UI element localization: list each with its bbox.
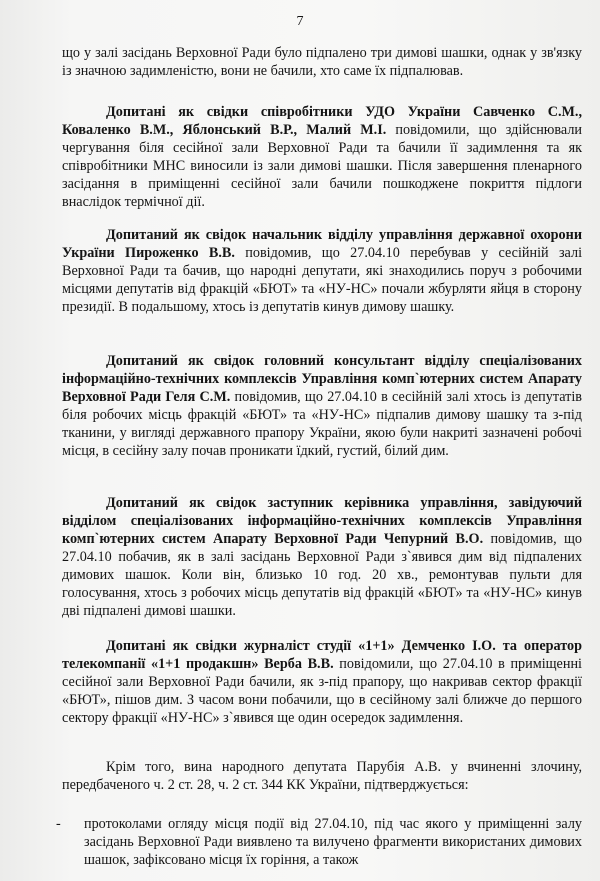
paragraph-evidence-intro xyxy=(62,758,582,794)
paragraph-text: повідомив, що 27.04.10 в сесійній залі хтось із депутатів біля робочих місць фракцій «БЮТ» та «НУ-НС» підпалив димову шашку та з-під тканини, у вигляді державного прапору України, якою були накриті зазначені робочі місця, в сесійну залу почав проникати їдкий, густий, білий дим. xyxy=(62,389,582,459)
paragraph-witness-pyrozhenko xyxy=(62,226,582,316)
paragraph-bold-lead: Допитаний як свідок начальник відділу управління державної охорони України Пироженко В.В. xyxy=(62,227,582,261)
paragraph-bold-lead: Допитаний як свідок заступник керівника управління, завідуючий відділом спеціалізованих інформаційно-технічних комплексів Управління комп`ютерних систем Апарату Верховної Ради Чепурний В.О. xyxy=(62,495,582,547)
list-bullet: - xyxy=(56,816,61,832)
paragraph-bold-lead: Допитаний як свідок головний консультант відділу спеціалізованих інформаційно-технічних комплексів Управління комп`ютерних систем Апарату Верховної Ради Геля С.М. xyxy=(62,353,582,405)
paragraph-bold-lead: Допитані як свідки співробітники УДО України Савченко С.М., Коваленко В.М., Яблонський В.Р., Малий М.І. xyxy=(62,104,582,138)
paragraph-text: повідомили, що здійснювали чергування біля сесійної зали Верховної Ради та бачили її задимлення та як співробітники МНС виносили із зали димові шашки. Після завершення пленарного засідання в приміщенні сесійної зали бачили пошкоджене покриття підлоги внаслідок термічної дії. xyxy=(62,122,582,210)
paragraph-continuation xyxy=(62,44,582,80)
list-item xyxy=(56,815,582,869)
list-item-text: протоколами огляду місця події від 27.04.10, під час якого у приміщенні залу засідань Верховної Ради виявлено та вилучено фрагменти використаних димових шашок, зафіксовано місця їх горіння, а також xyxy=(84,816,582,868)
paragraph-witness-chepurny xyxy=(62,494,582,620)
paragraph-witness-gelya xyxy=(62,352,582,460)
paragraph-bold-lead: Допитані як свідки журналіст студії «1+1» Демченко І.О. та оператор телекомпанії «1+1 продакшн» Верба В.В. xyxy=(62,638,582,672)
page-number: 7 xyxy=(296,14,304,29)
paragraph-text: повідомив, що 27.04.10 побачив, як в залі засідань Верховної Ради з`явився дим від підпалених димових шашок. Коли він, близько 10 год. 20 хв., ремонтував пульти для голосування, хтось з робочих місць депутатів від фракцій «БЮТ» та «НУ-НС» кинув дві підпалені димові шашки. xyxy=(62,531,582,619)
paragraph-text: Крім того, вина народного депутата Парубія А.В. у вчиненні злочину, передбаченого ч. 2 ст. 28, ч. 2 ст. 344 КК України, підтверджується: xyxy=(62,759,582,793)
paragraph-witness-udo xyxy=(62,103,582,211)
paragraph-witness-journalists xyxy=(62,637,582,727)
evidence-list xyxy=(56,815,582,869)
paragraph-text: повідомили, що 27.04.10 в приміщенні сесійної зали Верховної Ради бачили, як з-під прапору, що накривав сектор фракції «БЮТ», пішов дим. З часом вони побачили, що в сесійному залі ближче до першого сектору фракції «НУ-НС» з`явився ще один осередок задимлення. xyxy=(62,656,582,726)
paragraph-text: що у залі засідань Верховної Ради було підпалено три димові шашки, однак у зв'язку із значною задимленістю, вони не бачили, хто саме їх підпалював. xyxy=(62,45,582,79)
paragraph-text: повідомив, що 27.04.10 перебував у сесійній залі Верховної Ради та бачив, що народні депутати, які знаходились поруч з робочими місцями депутатів від фракцій «БЮТ» та «НУ-НС» почали жбурляти яйця в сторону президії. В подальшому, хтось із депутатів кинув димову шашку. xyxy=(62,245,583,315)
